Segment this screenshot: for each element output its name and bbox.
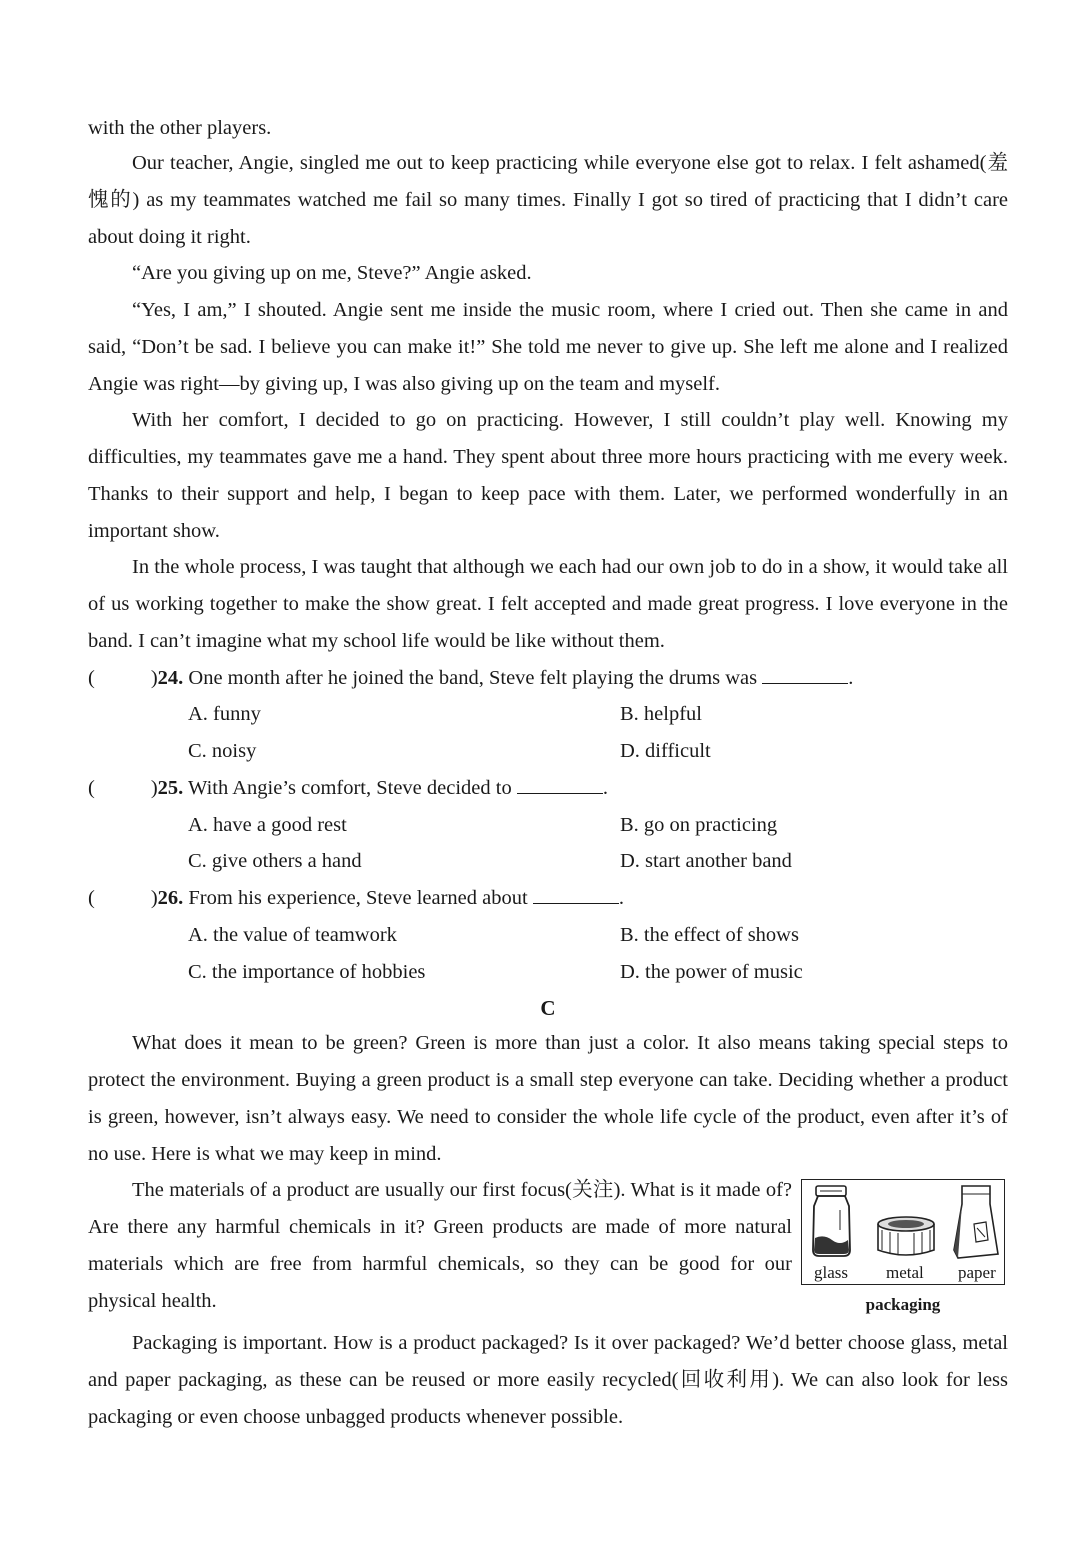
option-26-d[interactable]: D. the power of music: [620, 961, 803, 983]
answer-blank[interactable]: [762, 665, 848, 684]
answer-blank[interactable]: [533, 885, 619, 904]
option-24-b[interactable]: B. helpful: [620, 703, 702, 725]
question-26: ( )26. From his experience, Steve learned about .: [88, 887, 624, 909]
paper-bag-icon: [954, 1186, 998, 1258]
option-24-a[interactable]: A. funny: [188, 703, 261, 725]
question-24: ( )24. One month after he joined the band, Steve felt playing the drums was .: [88, 667, 854, 689]
passage-b-paragraph-3: “Yes, I am,” I shouted. Angie sent me inside the music room, where I cried out. Then she came in and said, “Don’t be sad. I believe you can make it!” She told me never to give up. She left me alone and I realized Angie was right—by giving up, I was also giving up on the team and myself.: [88, 299, 1008, 395]
passage-b-line-1: with the other players.: [88, 117, 272, 139]
option-24-c[interactable]: C. noisy: [188, 740, 257, 762]
option-26-b[interactable]: B. the effect of shows: [620, 924, 799, 946]
section-c-paragraph-3: Packaging is important. How is a product packaged? Is it over packaged? We’d better choose glass, metal and paper packaging, as these can be reused or more easily recycled(回收利用). We can also look for less packaging or even choose unbagged products whenever possible.: [88, 1332, 1008, 1428]
question-number: 26.: [157, 887, 184, 909]
section-c-paragraph-1: What does it mean to be green? Green is more than just a color. It also means taking special steps to protect the environment. Buying a green product is a small step everyone can take. Deciding whether a product is green, however, isn’t always easy. We need to consider the whole life cycle of the product, even after it’s of no use. Here is what we may keep in mind.: [88, 1032, 1008, 1165]
option-24-d[interactable]: D. difficult: [620, 740, 711, 762]
option-26-c[interactable]: C. the importance of hobbies: [188, 961, 426, 983]
question-number: 24.: [157, 667, 184, 689]
option-25-b[interactable]: B. go on practicing: [620, 814, 778, 836]
answer-paren-close: ): [150, 777, 158, 799]
question-25: ( )25. With Angie’s comfort, Steve decided to .: [88, 777, 608, 799]
section-c-heading: C: [540, 996, 556, 1020]
answer-paren-open[interactable]: (: [88, 667, 95, 689]
option-25-c[interactable]: C. give others a hand: [188, 850, 362, 872]
figure-caption: packaging: [865, 1295, 941, 1314]
passage-b-paragraph-1: Our teacher, Angie, singled me out to keep practicing while everyone else got to relax. I felt ashamed(羞愧的) as my teammates watched me fail so many times. Finally I got so tired of practicing that I didn’t care about doing it right.: [88, 152, 1008, 248]
figure-label-paper: paper: [958, 1263, 996, 1282]
figure-label-metal: metal: [886, 1263, 924, 1282]
question-number: 25.: [157, 777, 184, 799]
answer-paren-close: ): [150, 667, 158, 689]
answer-paren-open[interactable]: (: [88, 777, 95, 799]
option-25-d[interactable]: D. start another band: [620, 850, 792, 872]
question-stem: With Angie’s comfort, Steve decided to: [183, 777, 517, 799]
figure-label-glass: glass: [814, 1263, 848, 1282]
passage-b-paragraph-4: With her comfort, I decided to go on practicing. However, I still couldn’t play well. Knowing my difficulties, my teammates gave me a hand. They spent about three more hours practicing with me every week. Thanks to their support and help, I began to keep pace with them. Later, we performed wonderfully in an important show.: [88, 409, 1008, 542]
section-c-paragraph-2: The materials of a product are usually our first focus(关注). What is it made of? Are there any harmful chemicals in it? Green products are made of more natural materials which are free from harmful chemicals, so they can be good for our physical health.: [88, 1179, 792, 1312]
glass-jar-icon: [813, 1186, 850, 1256]
answer-paren-close: ): [150, 887, 158, 909]
question-stem: From his experience, Steve learned about: [183, 887, 533, 909]
answer-paren-open[interactable]: (: [88, 887, 95, 909]
option-26-a[interactable]: A. the value of teamwork: [188, 924, 397, 946]
packaging-figure: [801, 1179, 1005, 1285]
option-25-a[interactable]: A. have a good rest: [188, 814, 347, 836]
passage-b-paragraph-2: “Are you giving up on me, Steve?” Angie asked.: [132, 262, 532, 284]
metal-can-icon: [878, 1217, 934, 1255]
question-stem: One month after he joined the band, Steve felt playing the drums was: [183, 667, 763, 689]
answer-blank[interactable]: [517, 775, 603, 794]
passage-b-paragraph-5: In the whole process, I was taught that although we each had our own job to do in a show, it would take all of us working together to make the show great. I felt accepted and made great progress. I love everyone in the band. I can’t imagine what my school life would be like without them.: [88, 556, 1008, 652]
